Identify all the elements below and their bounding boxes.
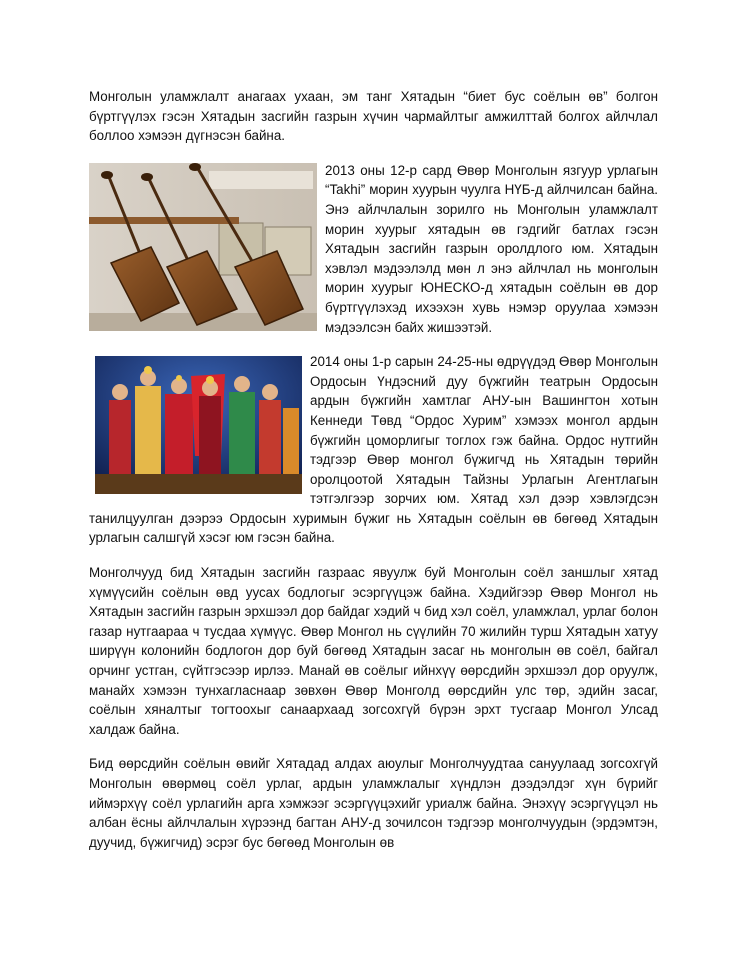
paragraph-5: Бид өөрсдийн соёлын өвийг Хятадад алдах аюулыг Монголчуудтаа сануулаад зогсохгүй Монголын өвөрмөц соёл урлаг, ардын уламжлалыг хүндлэн дээдэлдэг хүн бүрийг иймэрхүү соёл урлагийн арга хэмжээг эсэргүүцэхийг уриалж байна. Энэхүү эсэргүүцэл нь албан ёсны айлчлалын хүрээнд багтан АНУ-д зочилсон тэдгээр монголчуудын (эрдэмтэн, дуучид, бүжигчид) эсрэг бус бөгөөд Монголын өв — [89, 756, 658, 850]
paragraph-1: Монголын уламжлалт анагаах ухаан, эм танг Хятадын “биет бус соёлын өв” болгон бүртгүүлэх гэсэн Хятадын засгийн газрын хүчин чармайлтыг амжилттай болгох айлчлал боллоо хэмээн дүгнэсэн байна. — [89, 89, 658, 144]
section-ordos-dance — [89, 352, 658, 563]
paragraph-2: 2013 оны 12-р сард Өвөр Монголын язгуур урлагын “Takhi” морин хуурын чуулга НҮБ-д айлчилсан байна. Энэ айлчлалын зорилго нь Монголын уламжлалт морин хуурыг хятадын өв гэдгийг батлах гэсэн Хятадын засгийн газрын оролдлого юм. Хятадын хэвлэл мэдээлэлд мөн л энэ айлчлал нь монголын морин хуурыг ЮНЕСКО-д хятадын соёлын өв дор бүртгүүлэхэд ихээхэн хувь нэмэр оруулаа хэмээн мэдээлсэн байх жишээтэй. — [325, 162, 658, 335]
paragraph-3: 2014 оны 1-р сарын 24-25-ны өдрүүдэд Өвөр Монголын Ордосын Үндэсний дуу бүжгийн театрын Ордосын ардын бүжгийн хамтлаг АНУ-ын Вашингтон хотын Кеннеди Төвд “Ордос Хурим” хэмээх монгол ардын бүжгийн цоморлигыг тоглох гэж байна. Ордос нутгийн тэдгээр Өвөр монгол бүжигчд нь Хятадын төрийн оролцоотой Хятадын Тайзны Урлагын Агентлагын тэтгэлгээр зорчих юм. Хятад хэл дээр хэвлэгдсэн танилцуулган дээрээ Ордосын хуримын бүжиг нь Хятадын соёлын өв бөгөөд Хятадын урлагын салшгүй хэсэг юм гэсэн байна. — [89, 354, 658, 546]
section-morin-khuur — [89, 161, 658, 352]
ordos-dance-photo — [95, 356, 302, 494]
morin-khuur-photo — [89, 163, 317, 331]
document-page — [89, 87, 658, 867]
paragraph-4: Монголчууд бид Хятадын засгийн газраас явуулж буй Монголын соёл заншлыг хятад хүмүүсийн соёлын өвд уусах бодлогыг эсэргүүцэж байна. Хэдийгээр Өвөр Монгол нь Хятадын засгийн газрын эрхшээл дор байдаг хэдий ч бид хэл соёл, уламжлал, урлаг болон газар нутгаараа ч тусдаа хүмүүс. Өвөр Монгол нь сүүлийн 70 жилийн турш Хятадын хатуу ширүүн колонийн бодлогон дор буй бөгөөд Хятадын засаг нь монголын өв соёл, байгал орчинг устган, сүйтгэсээр ирлээ. Манай өв соёлыг ийнхүү өөрсдийн эрхшээл дор оруулж, манайх хэмээн тунхагласнаар зөвхөн Өвөр Монголд өөрсдийн улс төр, эдийн засаг, соёлын хяналтыг тогтоохыг санаархаад зогсохгүй бүрэн эрхт тусгаар Монгол Улсад халдаж байна. — [89, 565, 658, 737]
